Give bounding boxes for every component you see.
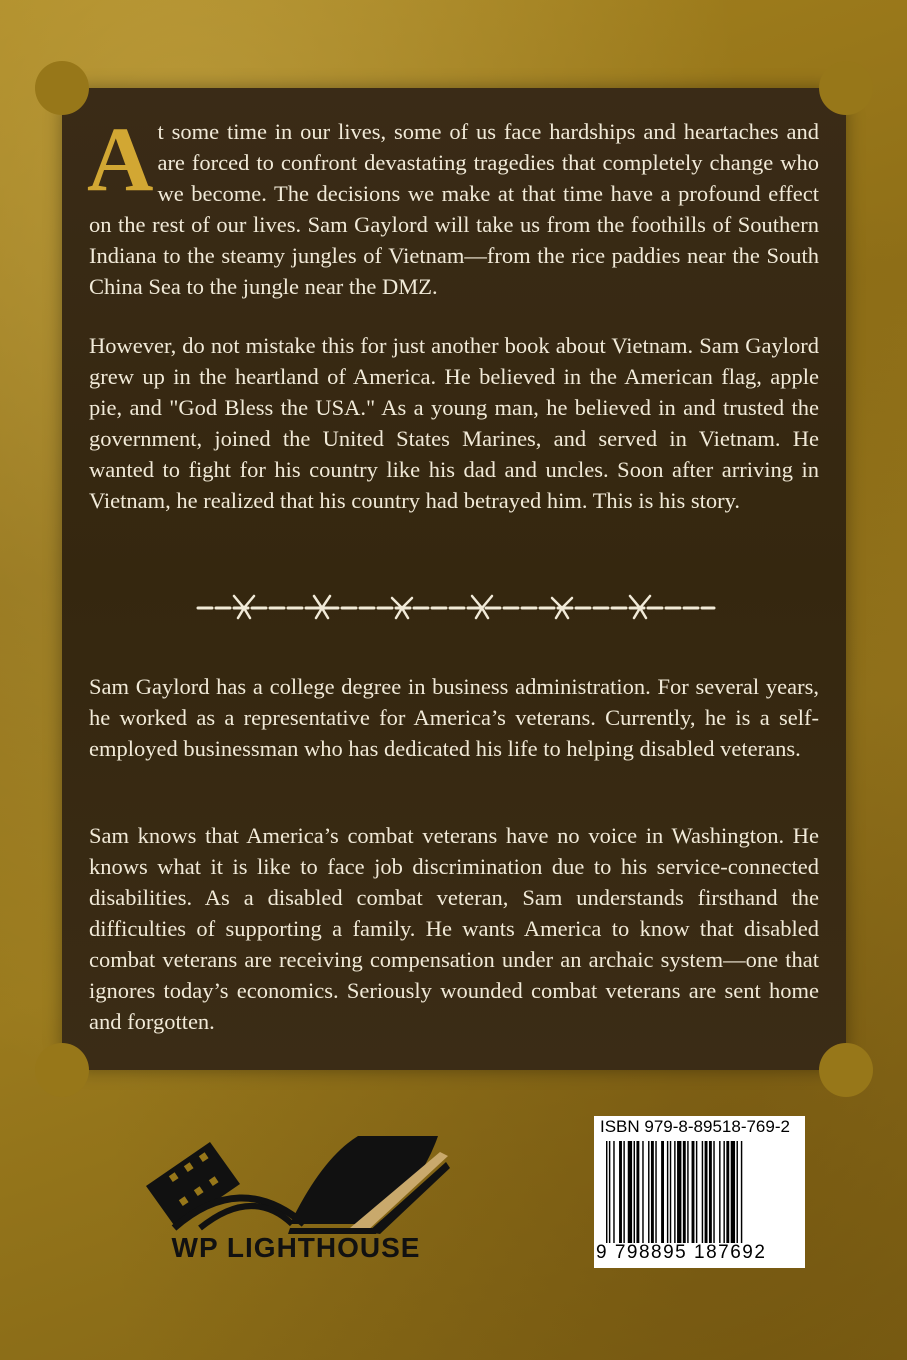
barcode-bar: [723, 1141, 724, 1243]
barcode-bar: [670, 1141, 671, 1243]
isbn-label: ISBN 979-8-89518-769-2: [600, 1117, 790, 1136]
barcode-bar: [619, 1141, 622, 1243]
barcode-bar: [726, 1141, 729, 1243]
drop-cap: A: [87, 108, 154, 210]
paragraph-1-text: t some time in our lives, some of us face hardships and heartaches and are forced to confront devastating tragedies that completely change who we become. The decisions we make at that time have a profound effect on the rest of our lives. Sam Gaylord will take us from the foothills of Southern Indiana to the steamy jungles of Vietnam—from the rice paddies near the South China Sea to the jungle near the DMZ.: [89, 119, 819, 299]
blurb-panel: [62, 88, 846, 1070]
author-bio-paragraph-2: Sam knows that America’s combat veterans have no voice in Washington. He knows what it is like to face job discrimination due to his service-connected disabilities. As a disabled combat veteran, Sam understands firsthand the difficulties of supporting a family. He wants America to know that disabled combat veterans are receiving compensation under an archaic system—one that ignores today’s economics. Seriously wounded combat veterans are sent home and forgotten.: [89, 823, 819, 1034]
barcode-bar: [741, 1141, 742, 1243]
barcode-bar: [677, 1141, 681, 1243]
barcode-bar: [687, 1141, 688, 1243]
barcode-bar: [648, 1141, 649, 1243]
blurb-paragraph-2: However, do not mistake this for just another book about Vietnam. Sam Gaylord grew up in the heartland of America. He believed in the American flag, apple pie, and "God Bless the USA." As a young man, he believed in and trusted the government, joined the United States Marines, and served in Vietnam. He wanted to fight for his country like his dad and uncles. Soon after arriving in Vietnam, he realized that his country had betrayed him. This is his story.: [89, 333, 819, 513]
blurb-paragraph-1: [87, 108, 819, 302]
isbn-barcode: [594, 1116, 805, 1268]
barcode-bar: [636, 1141, 639, 1243]
barbed-wire-icon: [196, 588, 716, 624]
barcode-bar: [692, 1141, 695, 1243]
barcode-bar: [628, 1141, 632, 1243]
barcode-bar: [705, 1141, 708, 1243]
publisher-name: WP LIGHTHOUSE: [171, 1232, 421, 1263]
barcode-bar: [709, 1141, 712, 1243]
barcode-bar: [661, 1141, 664, 1243]
panel-corner-notch: [35, 61, 89, 115]
panel-corner-notch: [35, 1043, 89, 1097]
barcode-bar: [696, 1141, 697, 1243]
barcode-bar: [609, 1141, 610, 1243]
barcode-bar: [731, 1141, 735, 1243]
barcode-bar: [702, 1141, 703, 1243]
barcode-bar: [606, 1141, 607, 1243]
barcode-bar: [667, 1141, 668, 1243]
panel-corner-notch: [819, 1043, 873, 1097]
barcode-bar: [634, 1141, 635, 1243]
barcode-bar: [651, 1141, 654, 1243]
barcode-bar: [655, 1141, 656, 1243]
author-bio-paragraph-1: Sam Gaylord has a college degree in business administration. For several years, he worked as a representative for America’s veterans. Currently, he is a self-employed businessman who has dedicated his life to helping disabled veterans.: [89, 674, 819, 761]
barcode-bars: [598, 1141, 801, 1245]
barcode-bar: [674, 1141, 675, 1243]
barcode-bar: [683, 1141, 686, 1243]
barcode-bar: [719, 1141, 720, 1243]
barcode-bar: [613, 1141, 614, 1243]
barcode-bar: [713, 1141, 714, 1243]
panel-corner-notch: [819, 61, 873, 115]
barcode-digits: 9 798895 187692: [596, 1242, 767, 1263]
barcode-bar: [642, 1141, 643, 1243]
barcode-bar: [623, 1141, 624, 1243]
barcode-bar: [737, 1141, 738, 1243]
